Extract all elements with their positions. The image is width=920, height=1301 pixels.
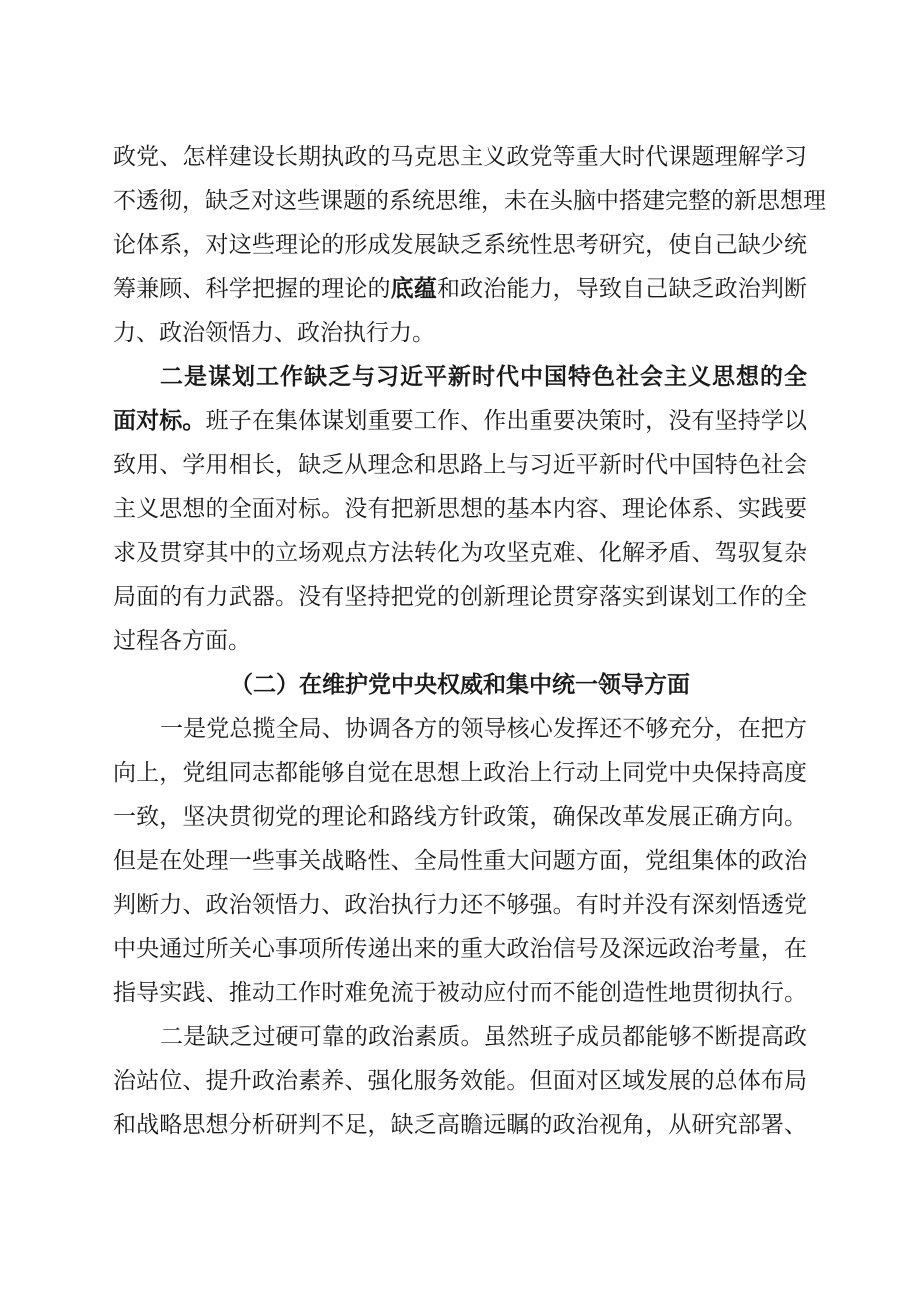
paragraph-line: 一是党总揽全局、协调各方的领导核心发挥还不够充分，在把方 — [160, 716, 807, 742]
text-run: 筹兼顾、科学把握的理论的 — [113, 276, 391, 302]
bold-lead-line: 二是谋划工作缺乏与习近平新时代中国特色社会主义思想的全 — [160, 363, 807, 390]
bold-lead-end: 面对标。 — [113, 407, 206, 434]
paragraph-line: 不透彻，缺乏对这些课题的系统思维，未在头脑中搭建完整的新思想理 — [113, 188, 826, 214]
paragraph-line: 致用、学用相长，缺乏从理念和思路上与习近平新时代中国特色社会 — [113, 452, 807, 478]
paragraph-line: 和战略思想分析研判不足，缺乏高瞻远瞩的政治视角，从研究部署、 — [113, 1112, 807, 1138]
text-run: 和政治能力，导致自己缺乏政治判断 — [436, 276, 808, 302]
paragraph-line: 论体系，对这些理论的形成发展缺乏系统性思考研究，使自己缺少统 — [113, 232, 807, 258]
paragraph-line: 指导实践、推动工作时难免流于被动应付而不能创造性地贯彻执行。 — [113, 980, 807, 1006]
section-heading: （二）在维护党中央权威和集中统一领导方面 — [230, 671, 690, 698]
paragraph-line: 中央通过所关心事项所传递出来的重大政治信号及深远政治考量，在 — [113, 936, 807, 962]
paragraph-line — [113, 406, 807, 436]
paragraph-line: 政党、怎样建设长期执政的马克思主义政党等重大时代课题理解学习 — [113, 144, 807, 170]
text-run: 班子在集体谋划重要工作、作出重要决策时，没有坚持学以 — [205, 408, 808, 434]
paragraph-line: 过程各方面。 — [113, 628, 251, 654]
paragraph-line: 力、政治领悟力、政治执行力。 — [113, 320, 435, 346]
paragraph-line: 判断力、政治领悟力、政治执行力还不够强。有时并没有深刻悟透党 — [113, 892, 807, 918]
paragraph-line — [113, 274, 807, 304]
bold-term: 底蕴 — [390, 275, 437, 302]
paragraph-line: 局面的有力武器。没有坚持把党的创新理论贯穿落实到谋划工作的全 — [113, 584, 807, 610]
paragraph-line: 主义思想的全面对标。没有把新思想的基本内容、理论体系、实践要 — [113, 496, 807, 522]
paragraph-line: 二是缺乏过硬可靠的政治素质。虽然班子成员都能够不断提高政 — [160, 1024, 807, 1050]
paragraph-line: 但是在处理一些事关战略性、全局性重大问题方面，党组集体的政治 — [113, 848, 807, 874]
paragraph-line: 一致，坚决贯彻党的理论和路线方针政策，确保改革发展正确方向。 — [113, 804, 807, 830]
paragraph-line: 治站位、提升政治素养、强化服务效能。但面对区域发展的总体布局 — [113, 1068, 807, 1094]
paragraph-line: 向上，党组同志都能够自觉在思想上政治上行动上同党中央保持高度 — [113, 760, 807, 786]
paragraph-line: 求及贯穿其中的立场观点方法转化为攻坚克难、化解矛盾、驾驭复杂 — [113, 540, 807, 566]
